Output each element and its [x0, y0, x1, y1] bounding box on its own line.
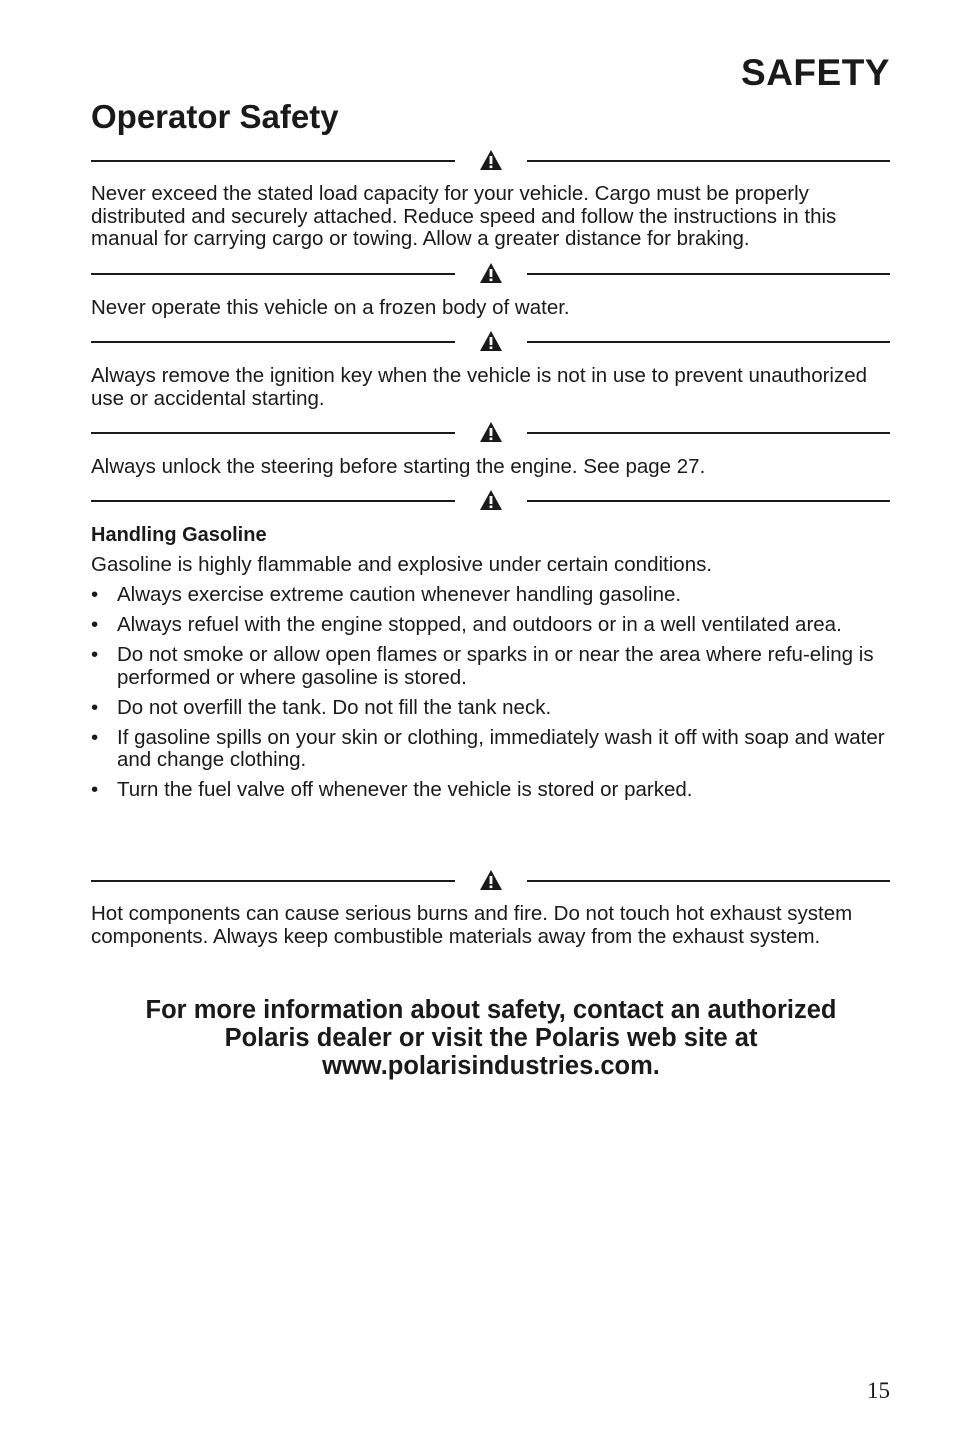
list-item-text: Always refuel with the engine stopped, and outdoors or in a well ventilated area.	[117, 613, 842, 636]
footer-url: www.polarisindustries.com.	[322, 1052, 660, 1080]
list-item-text: If gasoline spills on your skin or clothing, immediately wash it off with soap and water and change clothing.	[117, 725, 885, 771]
gasoline-list	[91, 584, 891, 809]
warning-divider	[91, 489, 890, 513]
divider-line	[527, 500, 890, 502]
bullet: •	[91, 583, 99, 606]
divider-line	[527, 273, 890, 275]
divider-line	[527, 341, 890, 343]
gasoline-intro: Gasoline is highly flammable and explosive under certain conditions.	[91, 553, 713, 576]
list-item	[91, 644, 891, 689]
bullet: •	[91, 778, 99, 801]
warning-divider	[91, 869, 890, 893]
divider-line	[91, 880, 455, 882]
list-item	[91, 727, 891, 772]
bullet: •	[91, 613, 99, 636]
divider-line	[91, 500, 455, 502]
warning-triangle-icon	[479, 262, 503, 284]
warning-divider	[91, 330, 890, 354]
warning-triangle-icon	[479, 869, 503, 891]
warning-ignition-key: Always remove the ignition key when the vehicle is not in use to prevent unauthorized use or accidental starting.	[91, 364, 868, 410]
bullet: •	[91, 725, 99, 749]
warning-triangle-icon	[479, 489, 503, 511]
list-item-text: Turn the fuel valve off whenever the vehicle is stored or parked.	[117, 778, 693, 801]
bullet: •	[91, 643, 99, 666]
warning-load-capacity: Never exceed the stated load capacity for your vehicle. Cargo must be properly distributed and securely attached. Reduce speed and follow the instructions in this manual for carrying cargo or towing. Allow a greater distance for braking.	[91, 182, 837, 250]
warning-triangle-icon	[479, 330, 503, 352]
list-item-text: Do not smoke or allow open flames or sparks in or near the area where refu-eling is performed or where gasoline is stored.	[117, 643, 874, 689]
divider-line	[91, 160, 455, 162]
list-item	[91, 584, 891, 607]
page-number: 15	[867, 1378, 890, 1403]
warning-frozen-water: Never operate this vehicle on a frozen body of water.	[91, 296, 570, 319]
list-item-text: Always exercise extreme caution whenever handling gasoline.	[117, 583, 682, 606]
warning-divider	[91, 149, 890, 173]
warning-divider	[91, 421, 890, 445]
warning-triangle-icon	[479, 149, 503, 171]
footer-line: For more information about safety, contact an authorized	[145, 996, 837, 1024]
list-item	[91, 614, 891, 637]
safety-contact-note	[91, 996, 891, 1080]
list-item	[91, 779, 891, 802]
divider-line	[91, 273, 455, 275]
bullet: •	[91, 695, 99, 719]
page-heading: Operator Safety	[91, 98, 339, 135]
divider-line	[527, 432, 890, 434]
warning-hot-components: Hot components can cause serious burns and fire. Do not touch hot exhaust system components. Always keep combustible materials away from the exhaust system.	[91, 902, 853, 948]
divider-line	[91, 432, 455, 434]
list-item	[91, 697, 891, 720]
warning-triangle-icon	[479, 421, 503, 443]
list-item-text: Do not overfill the tank. Do not fill the tank neck.	[117, 695, 552, 719]
warning-steering-lock: Always unlock the steering before starting the engine. See page 27.	[91, 455, 706, 478]
warning-divider	[91, 262, 890, 286]
divider-line	[91, 341, 455, 343]
footer-line: Polaris dealer or visit the Polaris web site at	[224, 1024, 758, 1052]
gasoline-heading: Handling Gasoline	[91, 524, 267, 546]
divider-line	[527, 160, 890, 162]
section-title: SAFETY	[741, 52, 890, 93]
divider-line	[527, 880, 890, 882]
